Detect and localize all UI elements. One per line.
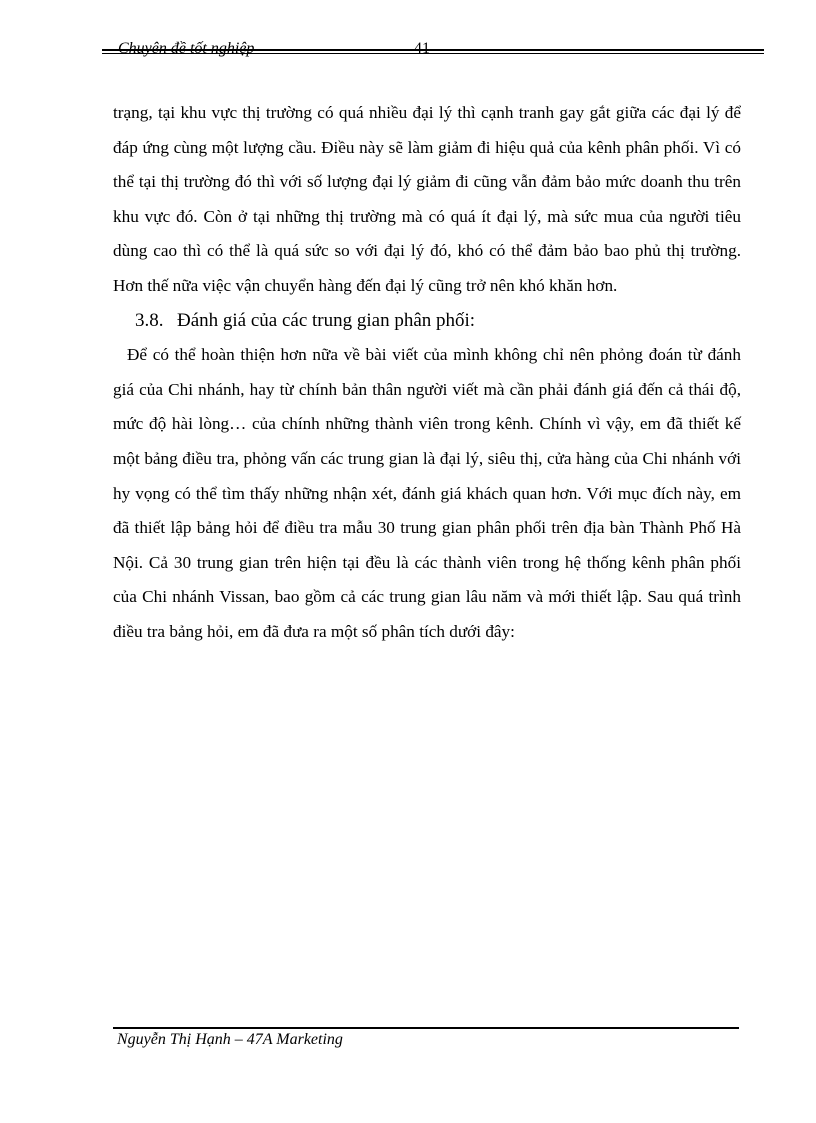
header-rule-thin (102, 53, 764, 54)
body-paragraph-1: trạng, tại khu vực thị trường có quá nhiều đại lý thì cạnh tranh gay gắt giữa các đại lý để đáp ứng cùng một lượng cầu. Điều này sẽ làm giảm đi hiệu quả của kênh phân phối. Vì có thể tại thị trường đó thì với số lượng đại lý giảm đi cũng vẫn đảm bảo mức doanh thu trên khu vực đó. Còn ở tại những thị trường mà có quá ít đại lý, mà sức mua của người tiêu dùng cao thì có thể là quá sức so với đại lý đó, khó có thể đảm bảo bao phủ thị trường. Hơn thế nữa việc vận chuyển hàng đến đại lý cũng trở nên khó khăn hơn. (113, 103, 741, 295)
document-body (113, 96, 741, 650)
footer-author: Nguyễn Thị Hạnh – 47A Marketing (117, 1031, 343, 1048)
page-header (102, 36, 764, 66)
body-paragraph-2: Để có thể hoàn thiện hơn nữa về bài viết của mình không chỉ nên phỏng đoán từ đánh giá của Chi nhánh, hay từ chính bản thân người viết mà cần phải đánh giá đến cả thái độ, mức độ hài lòng… của chính những thành viên trong kênh. Chính vì vậy, em đã thiết kế một bảng điều tra, phỏng vấn các trung gian là đại lý, siêu thị, cửa hàng của Chi nhánh với hy vọng có thể tìm thấy những nhận xét, đánh giá khách quan hơn. Với mục đích này, em đã thiết lập bảng hỏi để điều tra mẫu 30 trung gian phân phối trên địa bàn Thành Phố Hà Nội. Cả 30 trung gian trên hiện tại đều là các thành viên trong hệ thống kênh phân phối của Chi nhánh Vissan, bao gồm cả các trung gian lâu năm và mới thiết lập. Sau quá trình điều tra bảng hỏi, em đã đưa ra một số phân tích dưới đây: (113, 345, 741, 641)
section-number: 3.8. (135, 309, 164, 331)
footer-rule (113, 1027, 739, 1029)
header-rule-thick (102, 49, 764, 51)
section-title: Đánh giá của các trung gian phân phối: (177, 309, 476, 331)
section-heading (113, 304, 741, 339)
